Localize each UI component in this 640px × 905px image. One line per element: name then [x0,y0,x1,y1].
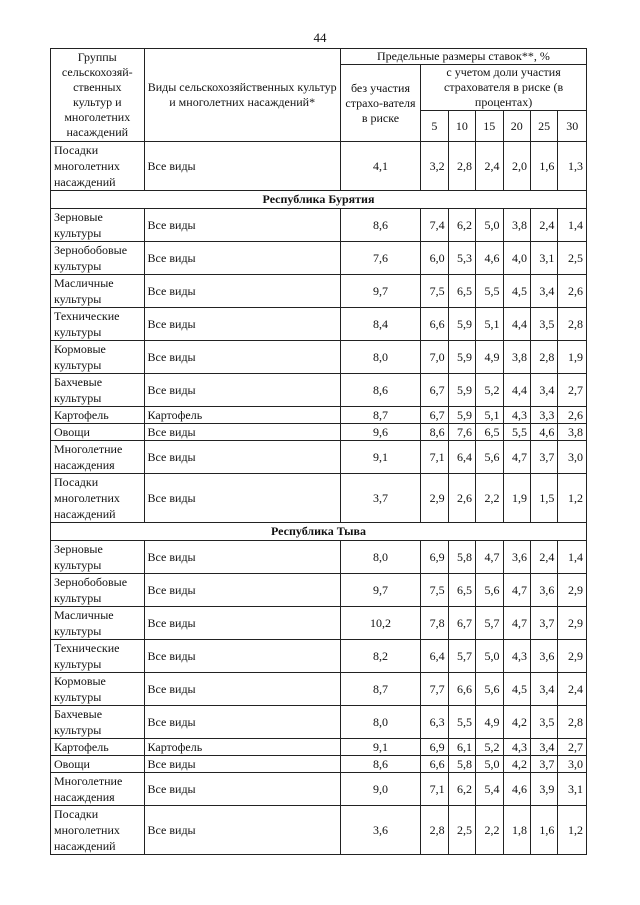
rate-cell-30: 2,9 [558,574,587,607]
table-row [51,706,587,739]
rate-cell-30: 1,4 [558,209,587,242]
table-row [51,574,587,607]
rate-cell-10: 5,7 [448,640,475,673]
rate-cell-5: 7,7 [421,673,448,706]
table-row [51,424,587,441]
table-row [51,773,587,806]
rate-cell-20: 5,5 [503,424,530,441]
rate-cell-20: 4,3 [503,739,530,756]
base-rate-cell: 10,2 [340,607,420,640]
crop-group-cell: Кормовые культуры [51,673,145,706]
base-rate-cell: 8,7 [340,673,420,706]
rate-cell-30: 2,7 [558,374,587,407]
rate-cell-25: 3,1 [530,242,557,275]
header-percent-25: 25 [530,111,557,142]
rate-cell-10: 5,9 [448,374,475,407]
crop-group-cell: Многолетние насаждения [51,441,145,474]
rate-cell-30: 1,4 [558,541,587,574]
rate-cell-25: 1,6 [530,142,557,191]
rate-cell-10: 5,8 [448,541,475,574]
rate-cell-15: 4,7 [476,541,503,574]
table-row [51,441,587,474]
crop-group-cell: Технические культуры [51,308,145,341]
table-row [51,407,587,424]
region-title: Республика Бурятия [51,191,587,209]
base-rate-cell: 7,6 [340,242,420,275]
base-rate-cell: 8,0 [340,541,420,574]
rate-cell-10: 6,2 [448,209,475,242]
header-percent-20: 20 [503,111,530,142]
rate-cell-20: 4,3 [503,640,530,673]
rate-cell-10: 6,4 [448,441,475,474]
base-rate-cell: 8,7 [340,407,420,424]
table-row [51,673,587,706]
rate-cell-20: 3,8 [503,341,530,374]
crop-group-cell: Зерновые культуры [51,209,145,242]
header-percent-5: 5 [421,111,448,142]
base-rate-cell: 9,6 [340,424,420,441]
rate-cell-15: 5,2 [476,374,503,407]
base-rate-cell: 4,1 [340,142,420,191]
rate-cell-30: 2,5 [558,242,587,275]
rate-cell-5: 6,0 [421,242,448,275]
rate-cell-15: 5,4 [476,773,503,806]
crop-group-cell: Картофель [51,407,145,424]
rate-cell-20: 4,4 [503,308,530,341]
rate-cell-15: 6,5 [476,424,503,441]
rate-cell-20: 4,4 [503,374,530,407]
rate-cell-20: 4,3 [503,407,530,424]
rate-cell-30: 1,9 [558,341,587,374]
rate-cell-25: 3,3 [530,407,557,424]
rate-cell-20: 1,8 [503,806,530,855]
rate-cell-25: 3,5 [530,706,557,739]
rate-cell-10: 6,5 [448,275,475,308]
rate-cell-25: 3,9 [530,773,557,806]
crop-group-cell: Многолетние насаждения [51,773,145,806]
crop-group-cell: Технические культуры [51,640,145,673]
table-row [51,607,587,640]
rate-cell-15: 5,2 [476,739,503,756]
crop-kind-cell: Все виды [144,308,340,341]
table-row [51,275,587,308]
crop-group-cell: Бахчевые культуры [51,706,145,739]
rate-cell-15: 2,2 [476,806,503,855]
crop-group-cell: Картофель [51,739,145,756]
rate-cell-30: 2,8 [558,308,587,341]
rate-cell-15: 5,0 [476,209,503,242]
base-rate-cell: 8,6 [340,756,420,773]
region-title: Республика Тыва [51,523,587,541]
rate-cell-25: 3,7 [530,441,557,474]
rate-cell-15: 5,5 [476,275,503,308]
rate-cell-25: 3,4 [530,374,557,407]
rate-cell-10: 6,5 [448,574,475,607]
rate-cell-15: 2,2 [476,474,503,523]
rate-cell-30: 2,7 [558,739,587,756]
rate-cell-10: 5,9 [448,407,475,424]
crop-kind-cell: Все виды [144,474,340,523]
rate-cell-5: 7,8 [421,607,448,640]
header-percent-10: 10 [448,111,475,142]
rate-cell-25: 3,4 [530,673,557,706]
rate-cell-5: 2,8 [421,806,448,855]
rate-cell-10: 2,6 [448,474,475,523]
rate-cell-5: 2,9 [421,474,448,523]
base-rate-cell: 9,7 [340,574,420,607]
table-row [51,541,587,574]
crop-kind-cell: Все виды [144,374,340,407]
base-rate-cell: 3,6 [340,806,420,855]
rate-cell-25: 3,6 [530,640,557,673]
table-row [51,756,587,773]
table-header [51,49,587,142]
rate-cell-5: 6,6 [421,756,448,773]
rate-cell-15: 5,1 [476,407,503,424]
rate-cell-25: 3,5 [530,308,557,341]
base-rate-cell: 9,1 [340,441,420,474]
table-row [51,806,587,855]
base-rate-cell: 8,6 [340,374,420,407]
rate-cell-15: 4,9 [476,341,503,374]
base-rate-cell: 9,1 [340,739,420,756]
rate-cell-5: 6,9 [421,739,448,756]
crop-kind-cell: Все виды [144,773,340,806]
region-section-row [51,523,587,541]
rate-cell-25: 1,5 [530,474,557,523]
rate-cell-25: 2,4 [530,209,557,242]
table-body [51,142,587,855]
header-crop-kind: Виды сельскохозяйственных культур и многолетних насаждений* [144,49,340,142]
rate-cell-25: 1,6 [530,806,557,855]
crop-kind-cell: Все виды [144,209,340,242]
rate-cell-5: 7,1 [421,773,448,806]
base-rate-cell: 8,6 [340,209,420,242]
table-row [51,308,587,341]
table-row [51,242,587,275]
crop-kind-cell: Все виды [144,341,340,374]
base-rate-cell: 3,7 [340,474,420,523]
rate-cell-5: 3,2 [421,142,448,191]
crop-kind-cell: Все виды [144,574,340,607]
crop-group-cell: Посадки многолетних насаждений [51,474,145,523]
header-rate-limits: Предельные размеры ставок**, % [340,49,586,65]
rate-cell-15: 5,7 [476,607,503,640]
rate-cell-20: 4,7 [503,607,530,640]
rate-cell-20: 4,2 [503,706,530,739]
rate-cell-20: 4,2 [503,756,530,773]
rate-cell-25: 2,4 [530,541,557,574]
page-number: 44 [313,30,327,45]
rate-cell-30: 2,9 [558,640,587,673]
rate-cell-20: 3,8 [503,209,530,242]
rate-cell-20: 4,5 [503,275,530,308]
rate-cell-30: 2,6 [558,407,587,424]
rate-cell-15: 5,1 [476,308,503,341]
rate-cell-15: 5,6 [476,441,503,474]
crop-kind-cell: Все виды [144,806,340,855]
rate-cell-30: 3,0 [558,441,587,474]
crop-group-cell: Овощи [51,424,145,441]
rate-cell-5: 6,6 [421,308,448,341]
header-without-insured: без участия страхо-вателя в риске [340,65,420,142]
crop-group-cell: Овощи [51,756,145,773]
table-row [51,209,587,242]
base-rate-cell: 8,2 [340,640,420,673]
rate-cell-10: 6,7 [448,607,475,640]
rate-cell-10: 5,8 [448,756,475,773]
rate-cell-25: 3,7 [530,756,557,773]
rate-cell-5: 7,1 [421,441,448,474]
table-row [51,739,587,756]
rate-cell-5: 6,9 [421,541,448,574]
rate-cell-25: 3,7 [530,607,557,640]
base-rate-cell: 9,7 [340,275,420,308]
crop-group-cell: Масличные культуры [51,607,145,640]
rate-cell-15: 5,6 [476,574,503,607]
rate-cell-30: 3,8 [558,424,587,441]
rate-cell-30: 2,9 [558,607,587,640]
rate-cell-5: 7,4 [421,209,448,242]
rate-cell-10: 6,6 [448,673,475,706]
rate-cell-30: 1,2 [558,474,587,523]
rate-cell-10: 6,1 [448,739,475,756]
rate-cell-25: 2,8 [530,341,557,374]
base-rate-cell: 8,0 [340,341,420,374]
rate-cell-10: 5,9 [448,308,475,341]
rate-cell-30: 3,1 [558,773,587,806]
crop-kind-cell: Все виды [144,541,340,574]
header-with-insured-share: с учетом доли участия страхователя в риске (в процентах) [421,65,587,111]
rate-cell-15: 5,0 [476,756,503,773]
base-rate-cell: 8,4 [340,308,420,341]
crop-group-cell: Зернобобовые культуры [51,242,145,275]
table-row [51,142,587,191]
header-percent-30: 30 [558,111,587,142]
rate-cell-5: 6,7 [421,407,448,424]
rate-cell-20: 1,9 [503,474,530,523]
header-crop-group: Группы сельскохозяй-ственных культур и многолетних насаждений [51,49,145,142]
rate-cell-10: 5,5 [448,706,475,739]
crop-kind-cell: Все виды [144,242,340,275]
rate-cell-25: 3,6 [530,574,557,607]
rate-cell-30: 2,8 [558,706,587,739]
rate-cell-15: 4,6 [476,242,503,275]
insurance-rates-table [50,48,587,855]
rate-cell-20: 4,6 [503,773,530,806]
crop-group-cell: Зерновые культуры [51,541,145,574]
rate-cell-5: 7,5 [421,574,448,607]
table-row [51,640,587,673]
rate-cell-20: 4,0 [503,242,530,275]
rate-cell-25: 4,6 [530,424,557,441]
crop-group-cell: Зернобобовые культуры [51,574,145,607]
crop-group-cell: Масличные культуры [51,275,145,308]
crop-group-cell: Кормовые культуры [51,341,145,374]
rate-cell-10: 5,9 [448,341,475,374]
header-percent-15: 15 [476,111,503,142]
rate-cell-25: 3,4 [530,275,557,308]
rate-cell-30: 3,0 [558,756,587,773]
crop-kind-cell: Все виды [144,706,340,739]
table-row [51,341,587,374]
rate-cell-15: 5,6 [476,673,503,706]
rate-cell-5: 7,5 [421,275,448,308]
rate-cell-5: 6,7 [421,374,448,407]
crop-kind-cell: Картофель [144,739,340,756]
rate-cell-30: 2,4 [558,673,587,706]
rate-cell-5: 6,4 [421,640,448,673]
rate-cell-15: 4,9 [476,706,503,739]
rate-cell-20: 3,6 [503,541,530,574]
crop-kind-cell: Все виды [144,424,340,441]
rate-cell-15: 2,4 [476,142,503,191]
rate-cell-15: 5,0 [476,640,503,673]
crop-kind-cell: Все виды [144,756,340,773]
crop-kind-cell: Картофель [144,407,340,424]
region-section-row [51,191,587,209]
base-rate-cell: 8,0 [340,706,420,739]
crop-kind-cell: Все виды [144,640,340,673]
rate-cell-10: 5,3 [448,242,475,275]
crop-group-cell: Посадки многолетних насаждений [51,142,145,191]
rate-cell-10: 6,2 [448,773,475,806]
base-rate-cell: 9,0 [340,773,420,806]
rate-cell-30: 2,6 [558,275,587,308]
crop-kind-cell: Все виды [144,673,340,706]
rate-cell-10: 2,8 [448,142,475,191]
rate-cell-5: 6,3 [421,706,448,739]
crop-group-cell: Посадки многолетних насаждений [51,806,145,855]
table-row [51,474,587,523]
rate-cell-20: 4,7 [503,574,530,607]
crop-group-cell: Бахчевые культуры [51,374,145,407]
rate-cell-25: 3,4 [530,739,557,756]
crop-kind-cell: Все виды [144,607,340,640]
rate-cell-30: 1,3 [558,142,587,191]
rate-cell-10: 2,5 [448,806,475,855]
table-row [51,374,587,407]
rate-cell-5: 8,6 [421,424,448,441]
rate-cell-5: 7,0 [421,341,448,374]
crop-kind-cell: Все виды [144,142,340,191]
rate-cell-10: 7,6 [448,424,475,441]
rate-cell-30: 1,2 [558,806,587,855]
rate-cell-20: 2,0 [503,142,530,191]
rate-cell-20: 4,5 [503,673,530,706]
crop-kind-cell: Все виды [144,275,340,308]
crop-kind-cell: Все виды [144,441,340,474]
rate-cell-20: 4,7 [503,441,530,474]
